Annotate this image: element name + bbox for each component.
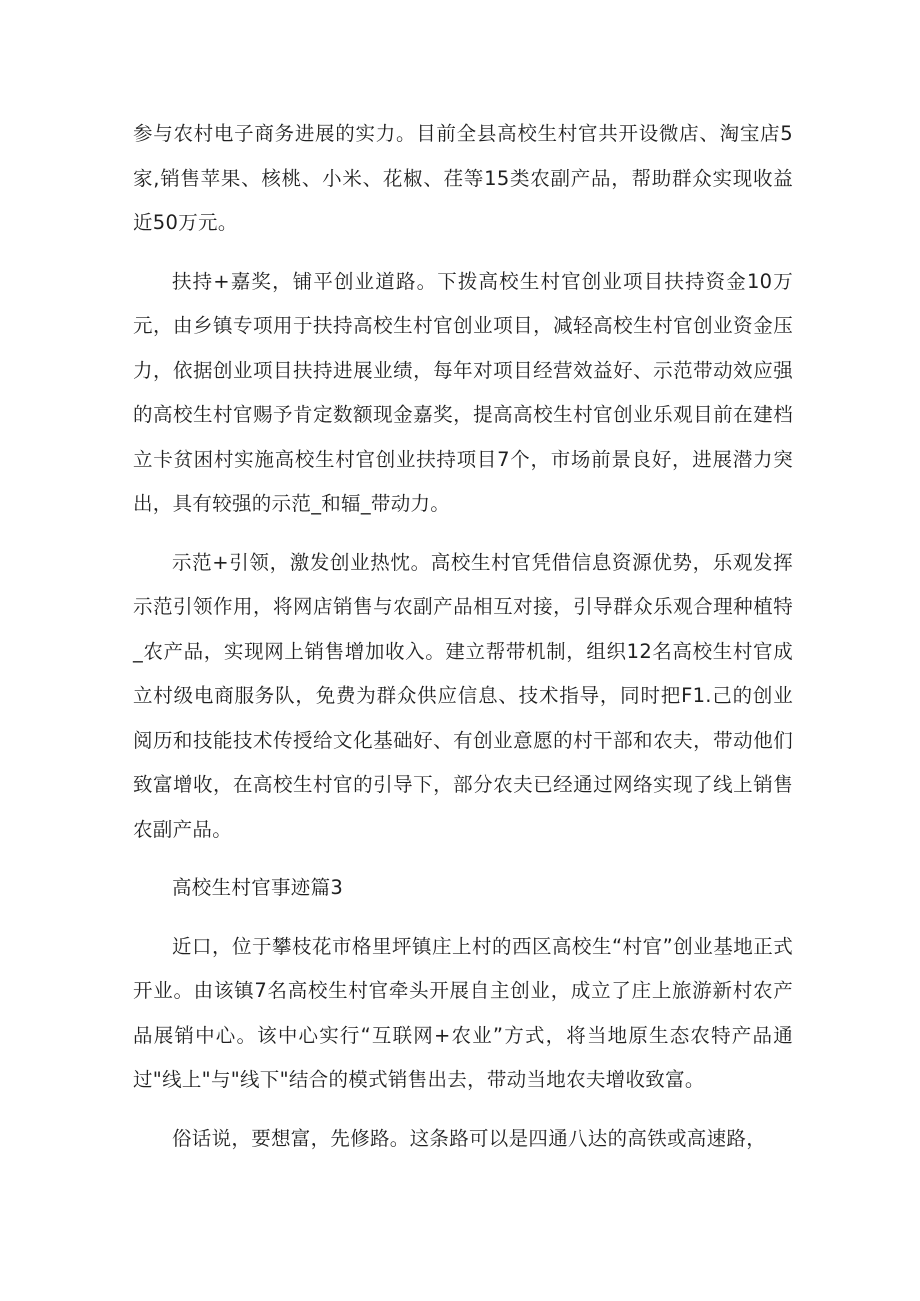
document-body [133, 112, 793, 1175]
paragraph-demonstration: 示范+引领，激发创业热忱。高校生村官凭借信息资源优势，乐观发挥示范引领作用，将网店销售与农副产品相互对接，引导群众乐观合理种植特_农产品，实现网上销售增加收入。建立帮带机制，组织12名高校生村官成立村级电商服务队，免费为群众供应信息、技术指导，同时把F1.己的创业阅历和技能技术传授给文化基础好、有创业意愿的村干部和农夫，带动他们致富增收，在高校生村官的引导下，部分农夫已经通过网络实现了线上销售农副产品。 [133, 550, 793, 841]
section-title: 高校生村官事迹篇3 [172, 876, 344, 899]
paragraph-base-opening: 近口，位于攀枝花市格里坪镇庄上村的西区高校生“村官”创业基地正式开业。由该镇7名高校生村官牵头开展自主创业，成立了庄上旅游新村农产品展销中心。该中心实行“互联网+农业”方式，将当地原生态农特产品通过"线上"与"线下"结合的模式销售出去，带动当地农夫增收致富。 [133, 934, 793, 1091]
paragraph-support-rewards: 扶持+嘉奖，铺平创业道路。下拨高校生村官创业项目扶持资金10万元，由乡镇专项用于扶持高校生村官创业项目，减轻高校生村官创业资金压力，依据创业项目扶持进展业绩，每年对项目经营效益好、示范带动效应强的高校生村官赐予肯定数额现金嘉奖，提高高校生村官创业乐观目前在建档立卡贫困村实施高校生村官创业扶持项目7个，市场前景良好，进展潜力突出，具有较强的示范_和辐_带动力。 [133, 269, 793, 515]
paragraph-e-commerce: 参与农村电子商务进展的实力。目前全县高校生村官共开设微店、淘宝店5家,销售苹果、核桃、小米、花椒、荏等15类农副产品，帮助群众实现收益近50万元。 [133, 122, 793, 234]
paragraph-road-saying: 俗话说，要想富，先修路。这条路可以是四通八达的高铁或高速路， [172, 1126, 767, 1150]
